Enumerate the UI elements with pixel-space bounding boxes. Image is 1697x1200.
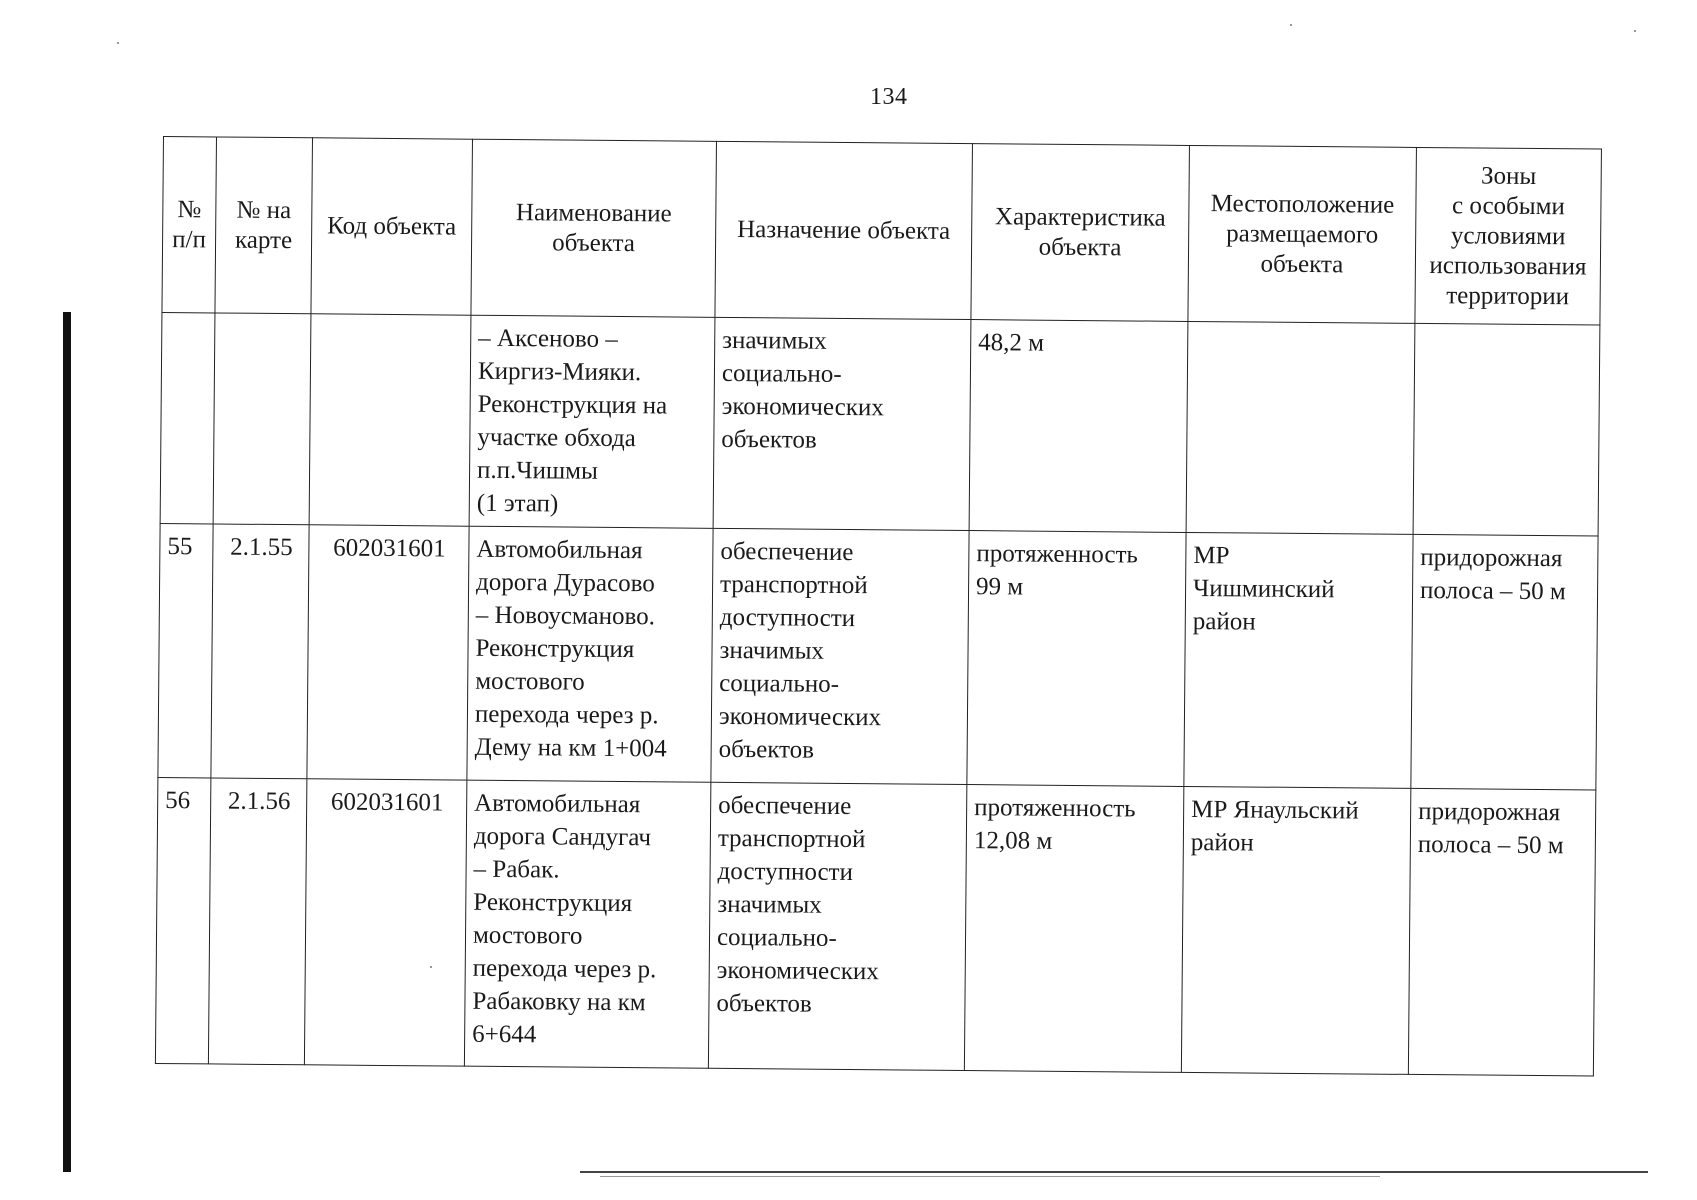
table-row [158, 523, 1598, 790]
cell-row-number [160, 312, 215, 523]
header-special-zones: Зоны с особыми условиями использования территории [1415, 147, 1602, 325]
bottom-rule-line [580, 1171, 1648, 1173]
cell-object-characteristic: протяженность 99 м [967, 531, 1186, 787]
cell-object-location: МР Чишминский район [1184, 532, 1413, 788]
scan-speck [1290, 24, 1292, 26]
scan-speck [1634, 30, 1636, 32]
table-row [160, 312, 1600, 536]
header-object-purpose: Назначение объекта [715, 141, 973, 319]
header-object-location: Местоположение размещаемого объекта [1188, 145, 1417, 323]
page-number: 134 [870, 84, 908, 110]
cell-object-code [309, 314, 471, 526]
header-object-code: Код объекта [311, 138, 473, 315]
cell-object-code: 602031601 [307, 525, 469, 780]
cell-map-number: 2.1.56 [208, 778, 306, 1065]
cell-row-number: 55 [158, 523, 213, 777]
cell-object-purpose: значимых социально- экономических объектов [713, 317, 971, 530]
cell-object-purpose: обеспечение транспортной доступности значимых социально- экономических объектов [708, 782, 966, 1070]
cell-object-location [1186, 321, 1415, 534]
binding-edge-mark [63, 312, 71, 1172]
header-map-number: № на карте [215, 137, 313, 314]
cell-object-purpose: обеспечение транспортной доступности значимых социально- экономических объектов [711, 528, 969, 784]
cell-object-name: Автомобильная дорога Дурасово – Новоусманово. Реконструкция мостового перехода через р. Дему на км 1+004 [467, 526, 713, 782]
cell-special-zones: придорожная полоса – 50 м [1408, 788, 1595, 1076]
cell-special-zones [1413, 323, 1600, 536]
cell-map-number: 2.1.55 [211, 524, 309, 779]
cell-object-code: 602031601 [304, 779, 466, 1066]
cell-object-characteristic: протяженность 12,08 м [964, 785, 1183, 1073]
cell-row-number: 56 [155, 777, 210, 1063]
header-object-characteristic: Характеристика объекта [971, 144, 1190, 322]
cell-object-name: – Аксеново – Киргиз-Мияки. Реконструкция на участке обхода п.п.Чишмы (1 этап) [469, 315, 715, 528]
cell-map-number [213, 313, 311, 525]
table-row [155, 777, 1595, 1076]
scan-speck [117, 42, 119, 44]
bottom-rule-line-faint [600, 1176, 1380, 1177]
cell-object-characteristic: 48,2 м [969, 320, 1188, 533]
objects-table [155, 136, 1602, 1077]
cell-special-zones: придорожная полоса – 50 м [1411, 534, 1598, 790]
header-row-number: № п/п [162, 137, 217, 313]
table-header-row [162, 137, 1601, 326]
cell-object-location: МР Янаульский район [1181, 786, 1410, 1074]
cell-object-name: Автомобильная дорога Сандугач – Рабак. Реконструкция мостового перехода через р. Рабаковку на км 6+644 [464, 780, 710, 1068]
header-object-name: Наименование объекта [471, 139, 717, 317]
